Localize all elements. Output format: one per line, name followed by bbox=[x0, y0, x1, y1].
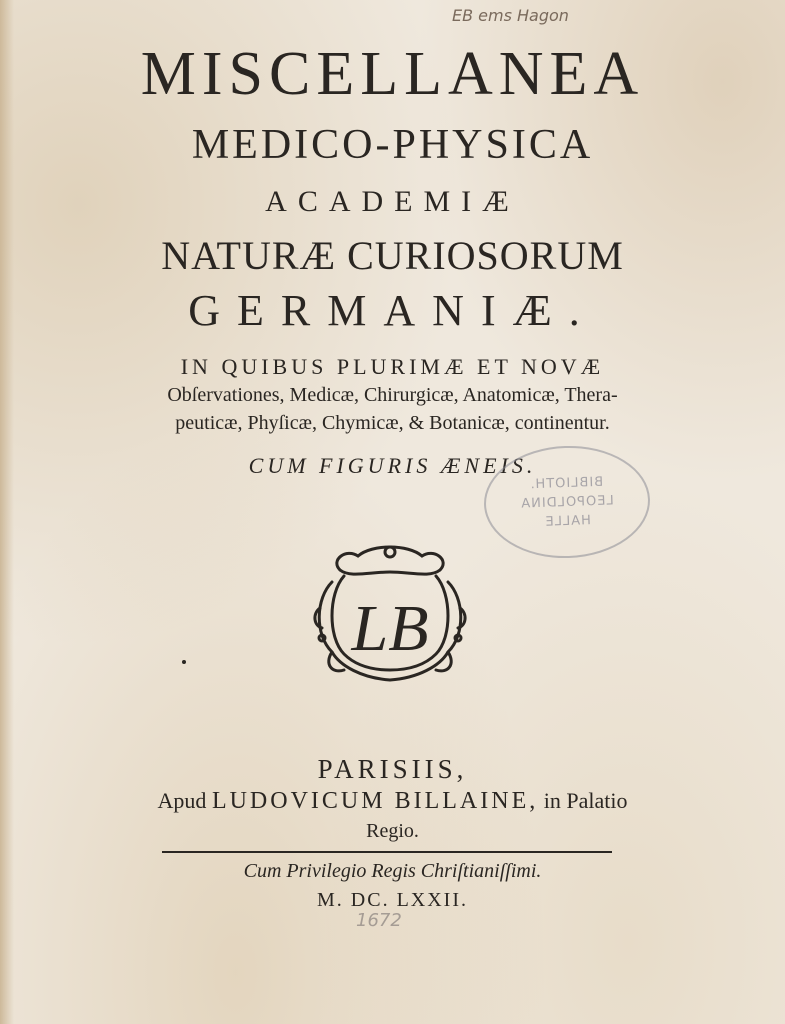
title-line-4: NATURÆ CURIOSORUM bbox=[161, 233, 624, 278]
handwritten-note: EB ems Hagon bbox=[452, 6, 569, 25]
emblem-monogram: LB bbox=[351, 592, 429, 665]
subtitle-line-2: Obſervationes, Medicæ, Chirurgicæ, Anatomicæ, Thera- bbox=[167, 384, 618, 406]
title-line-5: GERMANIÆ. bbox=[188, 286, 597, 335]
imprint-city: PARISIIS, bbox=[317, 754, 468, 784]
subtitle-line-4: CUM FIGURIS ÆNEIS. bbox=[248, 453, 537, 478]
imprint-printer: LUDOVICUM BILLAINE, bbox=[211, 788, 539, 814]
title-line-2: MEDICO-PHYSICA bbox=[191, 122, 594, 168]
subtitle-line-1: IN QUIBUS PLURIMÆ ET NOVÆ bbox=[180, 354, 605, 379]
ink-dot bbox=[182, 660, 186, 664]
imprint-place: in Palatio bbox=[543, 788, 628, 813]
imprint-rule bbox=[162, 851, 612, 853]
title-line-1: MISCELLANEA bbox=[140, 40, 645, 108]
imprint-printer-line bbox=[0, 786, 785, 816]
imprint-apud: Apud bbox=[157, 788, 207, 813]
handwritten-date: 1672 bbox=[356, 910, 402, 931]
stamp-line-3: HALLE bbox=[544, 512, 592, 530]
imprint-year: M. DC. LXXII. bbox=[317, 889, 468, 911]
stamp-line-2: LEOPOLDINA bbox=[520, 492, 614, 512]
stamp-line-1: BIBLIOTH. bbox=[529, 474, 604, 492]
printer-monogram-cartouche-icon bbox=[310, 542, 470, 690]
imprint-privilege: Cum Privilegio Regis Chriſtianiſſimi. bbox=[243, 860, 542, 882]
subtitle-line-3: peuticæ, Phyſicæ, Chymicæ, & Botanicæ, continentur. bbox=[175, 412, 610, 434]
imprint-place-2: Regio. bbox=[366, 820, 419, 842]
title-line-3: ACADEMIÆ bbox=[265, 185, 520, 218]
